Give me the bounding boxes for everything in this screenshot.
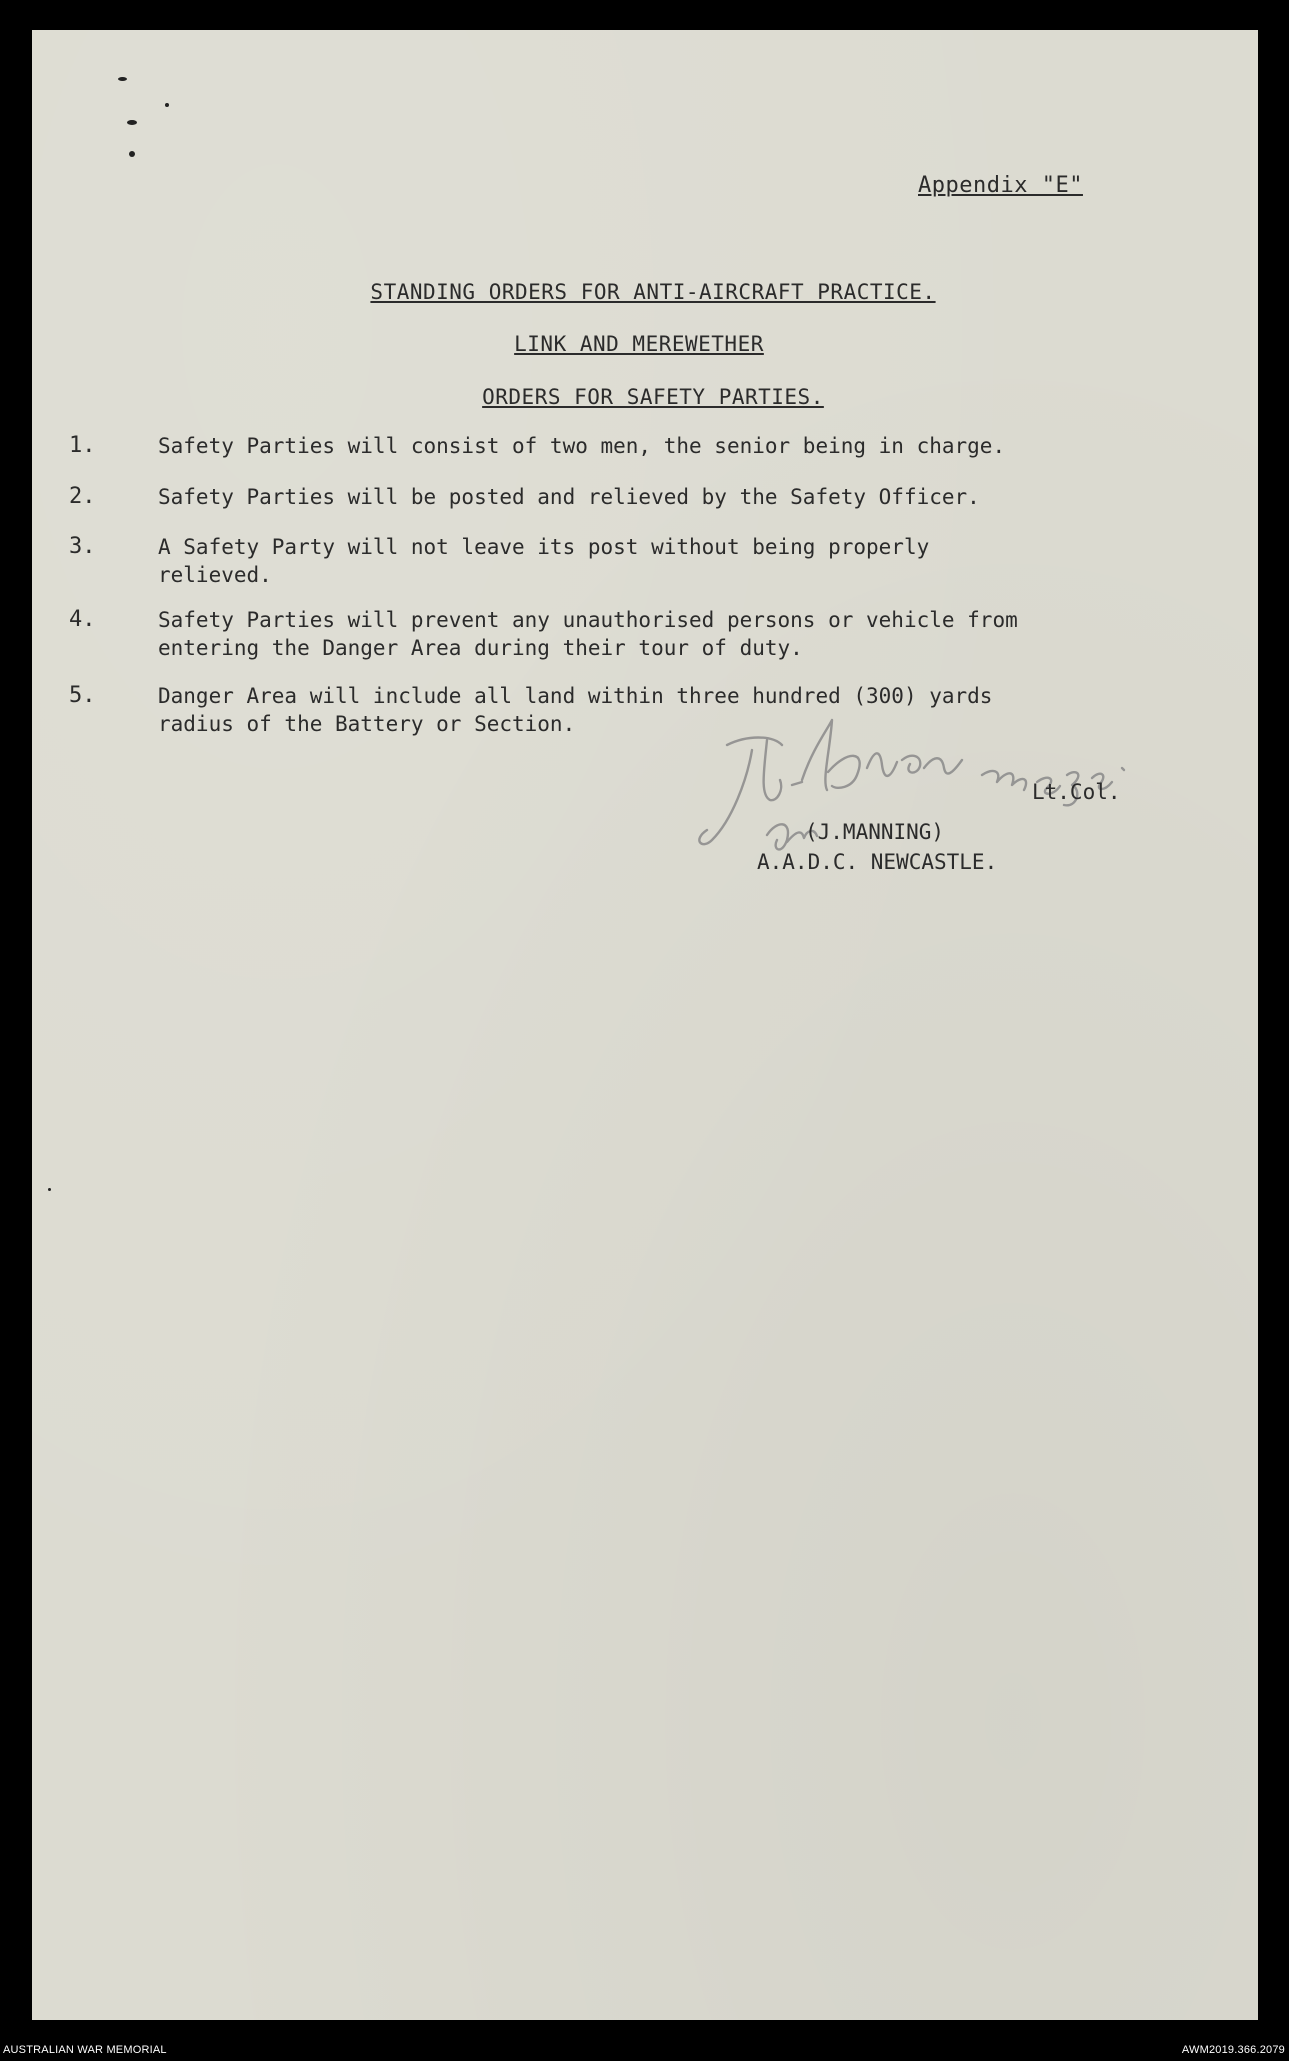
order-text: Danger Area will include all land within three hundred (300) yards radius of the Battery or Section. [158,684,993,736]
punch-mark [118,77,127,81]
punch-mark [165,103,169,107]
signatory-office: A.A.D.C. NEWCASTLE. [757,850,998,874]
punch-mark [48,1188,51,1191]
order-number: 5. [69,683,96,708]
order-text: Safety Parties will prevent any unauthorised persons or vehicle from entering the Danger Area during their tour of duty. [158,608,1018,660]
order-number: 1. [69,433,96,458]
order-number: 2. [69,484,96,509]
document-page [32,30,1258,2020]
document-title: STANDING ORDERS FOR ANTI-AIRCRAFT PRACTICE. [370,280,936,304]
punch-mark [129,151,135,157]
order-text: Safety Parties will be posted and relieved by the Safety Officer. [158,485,980,509]
document-location: LINK AND MEREWETHER [514,332,764,356]
archive-credit: AUSTRALIAN WAR MEMORIAL [3,2044,167,2056]
signatory-name: (J.MANNING) [805,820,945,844]
punch-mark [127,120,137,125]
order-text: Safety Parties will consist of two men, the senior being in charge. [158,434,1006,458]
appendix-label: Appendix "E" [918,173,1083,198]
order-number: 3. [69,534,96,559]
order-number: 4. [69,607,96,632]
signatory-rank: Lt.Col. [1032,780,1121,804]
document-subtitle: ORDERS FOR SAFETY PARTIES. [482,385,824,409]
archive-reference: AWM2019.366.2079 [1181,2044,1285,2056]
order-text: A Safety Party will not leave its post without being properly relieved. [158,535,930,587]
